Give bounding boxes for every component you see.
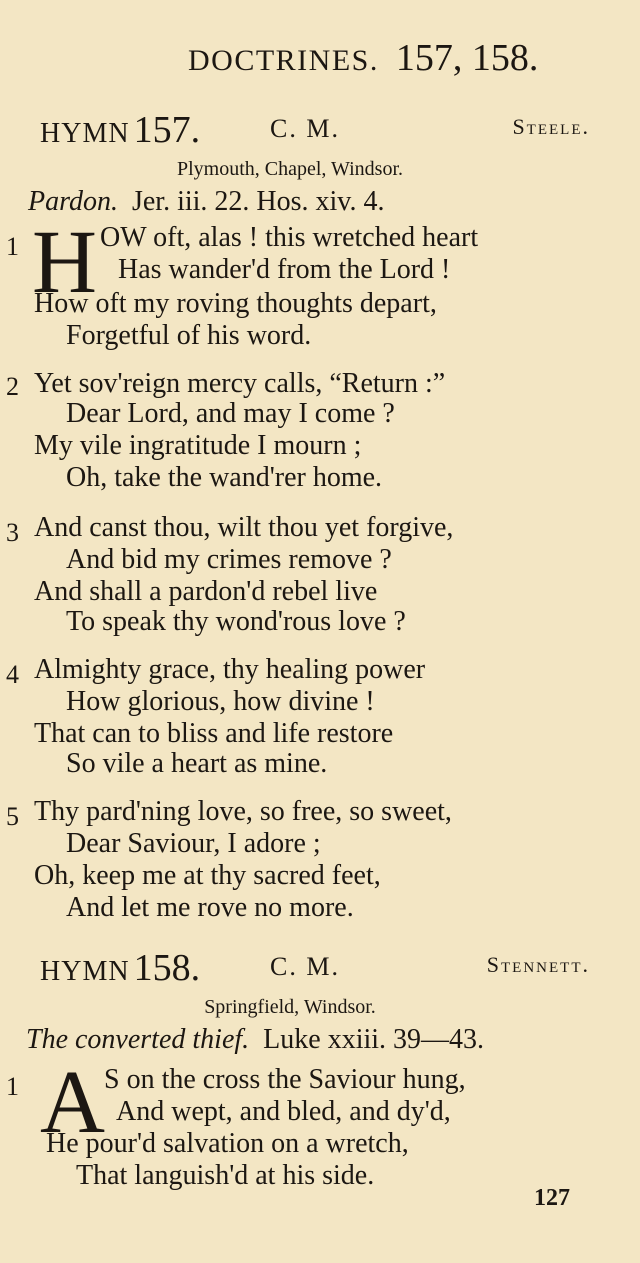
verse-number: 5: [6, 802, 19, 831]
hymn-line: To speak thy wond'rous love ?: [66, 606, 406, 637]
scripture-reference: Jer. iii. 22. Hos. xiv. 4.: [131, 186, 385, 217]
page-number: 127: [534, 1185, 570, 1211]
hymn-label: HYMN 158.: [40, 947, 201, 989]
hymn-line: Almighty grace, thy healing power: [34, 654, 426, 685]
hymn-meter: C. M.: [270, 114, 340, 143]
hymn-author: Stennett.: [486, 952, 590, 977]
drop-cap: A: [40, 1053, 105, 1152]
hymn-157-heading: [40, 108, 590, 151]
verse-number: 2: [6, 372, 19, 401]
running-head-section: DOCTRINES.: [188, 44, 379, 77]
hymn-label: HYMN 157.: [40, 109, 201, 151]
verse-number: 4: [6, 660, 19, 689]
subject-title: The converted thief.: [26, 1024, 250, 1055]
hymn-line: That languish'd at his side.: [76, 1160, 375, 1191]
verse-number: 1: [6, 232, 19, 261]
hymn-157-tunes: Plymouth, Chapel, Windsor.: [176, 158, 404, 180]
hymn-158-heading: [40, 946, 590, 989]
hymn-line: And bid my crimes remove ?: [66, 544, 392, 575]
hymn-158-subject: [26, 1024, 484, 1056]
hymn-line: My vile ingratitude I mourn ;: [34, 430, 362, 461]
hymn-line: How oft my roving thoughts depart,: [34, 288, 437, 319]
hymn-line: So vile a heart as mine.: [66, 748, 328, 779]
hymn-line: Dear Lord, and may I come ?: [66, 398, 395, 429]
running-head: [188, 36, 538, 80]
hymn-line: And wept, and bled, and dy'd,: [116, 1096, 451, 1127]
hymn-line: Has wander'd from the Lord !: [118, 254, 451, 285]
hymn-line: And canst thou, wilt thou yet forgive,: [34, 512, 454, 543]
hymn-line: Yet sov'reign mercy calls, “Return :”: [34, 368, 446, 399]
hymn-line: Oh, keep me at thy sacred feet,: [34, 860, 381, 891]
hymn-line: And shall a pardon'd rebel live: [34, 576, 378, 607]
hymn-line: He pour'd salvation on a wretch,: [46, 1128, 409, 1159]
hymn-line: Dear Saviour, I adore ;: [66, 828, 321, 859]
drop-cap: H: [32, 213, 97, 312]
verse-number: 3: [6, 518, 19, 547]
scripture-reference: Luke xxiii. 39—43.: [263, 1024, 485, 1055]
running-head-numbers: 157, 158.: [395, 37, 539, 79]
hymn-number: 158.: [133, 947, 201, 989]
hymn-158-tunes: Springfield, Windsor.: [204, 996, 376, 1018]
hymn-line: Oh, take the wand'rer home.: [66, 462, 383, 493]
hymn-meter: C. M.: [270, 952, 340, 981]
hymn-line: And let me rove no more.: [66, 892, 354, 923]
subject-title: Pardon.: [28, 186, 118, 217]
hymn-number: 157.: [133, 109, 201, 151]
hymn-line: That can to bliss and life restore: [34, 718, 394, 749]
hymn-line: Thy pard'ning love, so free, so sweet,: [34, 796, 452, 827]
hymn-line: How glorious, how divine !: [66, 686, 375, 717]
hymn-line: S on the cross the Saviour hung,: [104, 1064, 466, 1095]
hymn-line: OW oft, alas ! this wretched heart: [100, 222, 479, 253]
hymn-line: Forgetful of his word.: [66, 320, 312, 351]
hymn-author: Steele.: [512, 114, 590, 139]
verse-number: 1: [6, 1072, 19, 1101]
